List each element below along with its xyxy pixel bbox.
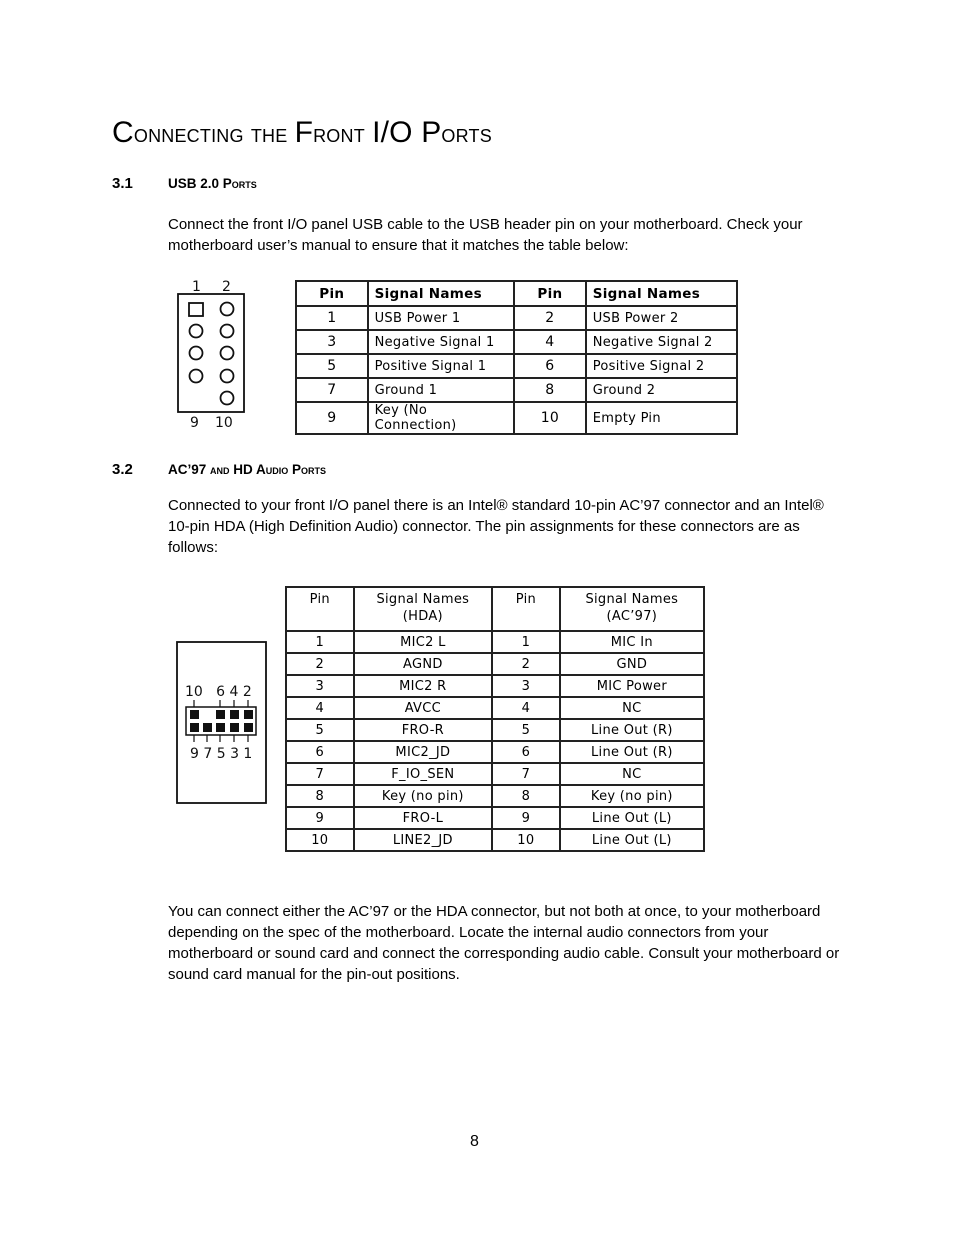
table-cell: Positive Signal 2 bbox=[586, 354, 737, 378]
table-cell: Line Out (R) bbox=[560, 719, 704, 741]
table-cell: 5 bbox=[286, 719, 354, 741]
table-cell: USB Power 2 bbox=[586, 306, 737, 330]
table-cell: 3 bbox=[286, 675, 354, 697]
table-row bbox=[296, 354, 737, 378]
section-number-audio: 3.2 bbox=[112, 461, 133, 478]
table-row bbox=[296, 306, 737, 330]
table-cell: Line Out (R) bbox=[560, 741, 704, 763]
table-cell: 8 bbox=[492, 785, 560, 807]
table-row bbox=[286, 653, 704, 675]
table-cell: 6 bbox=[492, 741, 560, 763]
table-cell: 4 bbox=[492, 697, 560, 719]
table-cell: 2 bbox=[492, 653, 560, 675]
table-cell: AVCC bbox=[354, 697, 492, 719]
table-cell: Negative Signal 1 bbox=[368, 330, 515, 354]
table-cell: Key (no pin) bbox=[354, 785, 492, 807]
column-header: Signal Names (HDA) bbox=[354, 587, 492, 631]
usb-pin-8 bbox=[221, 370, 234, 383]
usb-pin-label-2: 2 bbox=[222, 279, 231, 295]
usb-pin-label-9: 9 bbox=[190, 415, 199, 431]
table-row bbox=[296, 402, 737, 434]
table-cell: GND bbox=[560, 653, 704, 675]
table-cell: USB Power 1 bbox=[368, 306, 515, 330]
table-cell: Line Out (L) bbox=[560, 829, 704, 851]
audio-connector-pins bbox=[190, 710, 253, 732]
table-cell: 9 bbox=[492, 807, 560, 829]
table-cell: Empty Pin bbox=[586, 402, 737, 434]
table-cell: Key (No Connection) bbox=[368, 402, 515, 434]
table-row bbox=[286, 697, 704, 719]
section-heading-audio: AC’97 and HD Audio Ports bbox=[168, 462, 327, 477]
table-cell: 7 bbox=[296, 378, 368, 402]
audio-header-diagram bbox=[175, 640, 269, 806]
table-header-row bbox=[296, 281, 737, 306]
table-cell: Ground 2 bbox=[586, 378, 737, 402]
table-cell: Positive Signal 1 bbox=[368, 354, 515, 378]
table-cell: F_IO_SEN bbox=[354, 763, 492, 785]
table-cell: 3 bbox=[296, 330, 368, 354]
table-row bbox=[286, 741, 704, 763]
usb-pin-1 bbox=[189, 303, 203, 316]
table-cell: FRO-L bbox=[354, 807, 492, 829]
audio-header-outline bbox=[177, 642, 266, 803]
usb-pin-label-1: 1 bbox=[192, 279, 201, 295]
table-cell: 5 bbox=[492, 719, 560, 741]
usb-pin-5 bbox=[190, 347, 203, 360]
table-cell: 6 bbox=[286, 741, 354, 763]
table-cell: 5 bbox=[296, 354, 368, 378]
table-cell: 10 bbox=[514, 402, 586, 434]
table-cell: 8 bbox=[514, 378, 586, 402]
table-row bbox=[286, 631, 704, 653]
table-cell: NC bbox=[560, 763, 704, 785]
audio-pin-table bbox=[285, 586, 705, 852]
table-cell: 7 bbox=[286, 763, 354, 785]
table-cell: LINE2_JD bbox=[354, 829, 492, 851]
table-row bbox=[296, 378, 737, 402]
column-header: Signal Names bbox=[586, 281, 737, 306]
table-cell: 9 bbox=[296, 402, 368, 434]
usb-pin-6 bbox=[221, 347, 234, 360]
table-cell: 9 bbox=[286, 807, 354, 829]
table-cell: MIC In bbox=[560, 631, 704, 653]
column-header: Signal Names bbox=[368, 281, 515, 306]
usb-pin-10 bbox=[221, 392, 234, 405]
table-row bbox=[286, 719, 704, 741]
table-cell: 1 bbox=[296, 306, 368, 330]
table-cell: 10 bbox=[492, 829, 560, 851]
table-cell: 10 bbox=[286, 829, 354, 851]
table-cell: MIC2 L bbox=[354, 631, 492, 653]
table-cell: AGND bbox=[354, 653, 492, 675]
table-row bbox=[286, 675, 704, 697]
table-cell: MIC Power bbox=[560, 675, 704, 697]
table-cell: 2 bbox=[514, 306, 586, 330]
column-header: Pin bbox=[514, 281, 586, 306]
table-cell: Negative Signal 2 bbox=[586, 330, 737, 354]
table-cell: 8 bbox=[286, 785, 354, 807]
table-cell: 7 bbox=[492, 763, 560, 785]
usb-pin-table bbox=[295, 280, 738, 435]
page-title: Connecting the Front I/O Ports bbox=[112, 116, 492, 149]
audio-intro-paragraph: Connected to your front I/O panel there is an Intel® standard 10-pin AC’97 connector and an Intel® 10-pin HDA (High Definition Audio) connector. The pin assignments for these connectors are as follows: bbox=[168, 497, 824, 556]
usb-pin-label-10: 10 bbox=[215, 415, 233, 431]
table-cell: FRO-R bbox=[354, 719, 492, 741]
column-header: Signal Names (AC’97) bbox=[560, 587, 704, 631]
usb-pin-2 bbox=[221, 303, 234, 316]
table-row bbox=[286, 829, 704, 851]
section-heading-usb: USB 2.0 Ports bbox=[168, 176, 257, 191]
table-cell: Ground 1 bbox=[368, 378, 515, 402]
usb-pin-3 bbox=[190, 325, 203, 338]
audio-pin-labels-bottom: 9 7 5 3 1 bbox=[190, 746, 253, 762]
usb-pin-7 bbox=[190, 370, 203, 383]
table-cell: 2 bbox=[286, 653, 354, 675]
usb-pin-4 bbox=[221, 325, 234, 338]
table-cell: Key (no pin) bbox=[560, 785, 704, 807]
table-header-row bbox=[286, 587, 704, 631]
column-header: Pin bbox=[286, 587, 354, 631]
table-cell: MIC2_JD bbox=[354, 741, 492, 763]
audio-pin-labels-top: 10 6 4 2 bbox=[185, 684, 252, 700]
table-cell: 6 bbox=[514, 354, 586, 378]
page-number: 8 bbox=[470, 1133, 479, 1150]
usb-intro-paragraph: Connect the front I/O panel USB cable to the USB header pin on your motherboard. Check your motherboard user’s manual to ensure that it matches the table below: bbox=[168, 216, 803, 254]
column-header: Pin bbox=[492, 587, 560, 631]
table-cell: MIC2 R bbox=[354, 675, 492, 697]
table-row bbox=[286, 763, 704, 785]
table-row bbox=[286, 785, 704, 807]
table-row bbox=[296, 330, 737, 354]
column-header: Pin bbox=[296, 281, 368, 306]
table-cell: 4 bbox=[514, 330, 586, 354]
section-number-usb: 3.1 bbox=[112, 175, 133, 192]
table-cell: 4 bbox=[286, 697, 354, 719]
table-cell: 1 bbox=[492, 631, 560, 653]
usb-header-diagram bbox=[170, 276, 260, 436]
table-cell: 3 bbox=[492, 675, 560, 697]
table-cell: NC bbox=[560, 697, 704, 719]
table-cell: 1 bbox=[286, 631, 354, 653]
audio-closing-paragraph: You can connect either the AC’97 or the HDA connector, but not both at once, to your motherboard depending on the spec of the motherboard. Locate the internal audio connectors from your motherboard or sound card and connect the corresponding audio cable. Consult your motherboard or sound card manual for the pin-out positions. bbox=[168, 903, 840, 983]
table-row bbox=[286, 807, 704, 829]
table-cell: Line Out (L) bbox=[560, 807, 704, 829]
